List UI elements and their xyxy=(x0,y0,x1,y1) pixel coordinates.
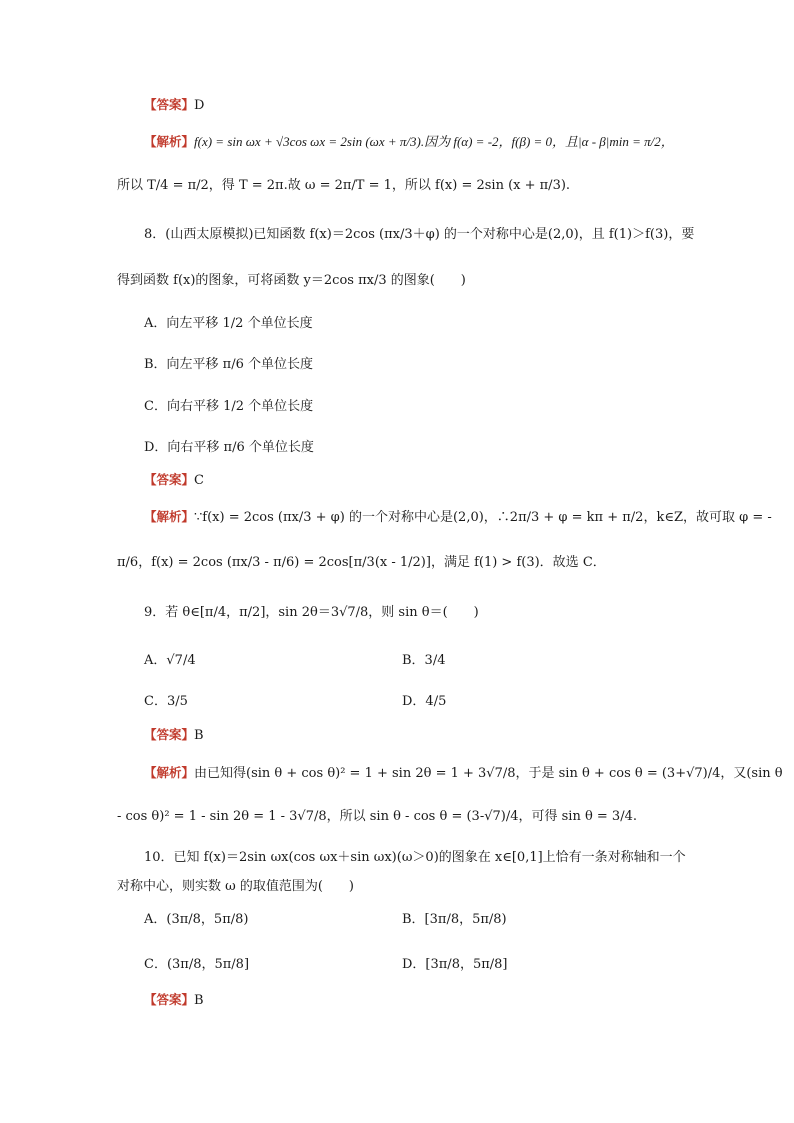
q8-stem-line-1: 8．(山西太原模拟)已知函数 f(x)＝2cos (πx/3＋φ) 的一个对称中心是(2,0)，且 f(1)＞f(3)，要 xyxy=(144,227,695,242)
q8-stem-line-2: 得到函数 f(x)的图象，可将函数 y＝2cos πx/3 的图象( ) xyxy=(117,273,466,288)
q10-stem-line-2: 对称中心，则实数 ω 的取值范围为( ) xyxy=(117,879,355,894)
answer-tag: 【答案】 xyxy=(144,97,195,112)
q8-option-d: D．向右平移 π/6 个单位长度 xyxy=(144,440,314,455)
q7-answer-value: D xyxy=(194,98,205,113)
q10-option-d: D．[3π/8，5π/8] xyxy=(402,957,508,972)
q9-option-a: A．√7/4 xyxy=(144,653,196,668)
q9-analysis-text-1: 由已知得(sin θ + cos θ)² = 1 + sin 2θ = 1 + 3√7/8，于是 sin θ + cos θ = (3+√7)/4，又(sin θ xyxy=(194,766,783,781)
answer-tag: 【答案】 xyxy=(144,472,195,487)
q10-answer xyxy=(144,990,204,1011)
q10-option-b: B．[3π/8，5π/8) xyxy=(402,912,507,927)
q9-option-b: B．3/4 xyxy=(402,653,446,668)
answer-tag: 【答案】 xyxy=(144,727,195,742)
q9-answer xyxy=(144,725,204,746)
q9-answer-value: B xyxy=(194,728,204,743)
analysis-tag: 【解析】 xyxy=(144,509,195,524)
q8-answer-value: C xyxy=(194,473,204,488)
q9-analysis-line-2: - cos θ)² = 1 - sin 2θ = 1 - 3√7/8，所以 sin θ - cos θ = (3-√7)/4，可得 sin θ = 3/4. xyxy=(117,809,637,824)
q10-answer-value: B xyxy=(194,993,204,1008)
q9-stem: 9．若 θ∈[π/4，π/2]，sin 2θ＝3√7/8，则 sin θ＝( ) xyxy=(144,605,479,620)
q8-option-b: B．向左平移 π/6 个单位长度 xyxy=(144,357,314,372)
q8-option-c: C．向右平移 1/2 个单位长度 xyxy=(144,399,314,414)
q8-answer xyxy=(144,470,204,491)
q9-option-c: C．3/5 xyxy=(144,694,188,709)
q8-analysis-line-2: π/6，f(x) = 2cos (πx/3 - π/6) = 2cos[π/3(x - 1/2)]，满足 f(1) > f(3)．故选 C． xyxy=(117,555,606,570)
q9-option-d: D．4/5 xyxy=(402,694,447,709)
q7-analysis-line-1 xyxy=(144,132,674,153)
answer-tag: 【答案】 xyxy=(144,992,195,1007)
analysis-tag: 【解析】 xyxy=(144,765,195,780)
q7-analysis-text-1: f(x) = sin ωx + √3cos ωx = 2sin (ωx + π/3).因为 f(α) = -2，f(β) = 0，且|α - β|min = π/2， xyxy=(194,134,674,149)
q8-option-a: A．向左平移 1/2 个单位长度 xyxy=(144,316,313,331)
q10-option-c: C．(3π/8，5π/8] xyxy=(144,957,250,972)
q8-analysis-line-1 xyxy=(144,507,772,528)
q9-analysis-line-1 xyxy=(144,763,783,784)
q10-option-a: A．(3π/8，5π/8) xyxy=(144,912,249,927)
q8-analysis-text-1: ∵f(x) = 2cos (πx/3 + φ) 的一个对称中心是(2,0)，∴2π/3 + φ = kπ + π/2，k∈Z，故可取 φ = - xyxy=(194,510,772,525)
analysis-tag: 【解析】 xyxy=(144,134,195,149)
q7-analysis-line-2: 所以 T/4 = π/2，得 T = 2π.故 ω = 2π/T = 1，所以 f(x) = 2sin (x + π/3). xyxy=(117,178,571,193)
q7-answer xyxy=(144,95,204,116)
q10-stem-line-1: 10．已知 f(x)＝2sin ωx(cos ωx＋sin ωx)(ω＞0)的图象在 x∈[0,1]上恰有一条对称轴和一个 xyxy=(144,850,686,865)
